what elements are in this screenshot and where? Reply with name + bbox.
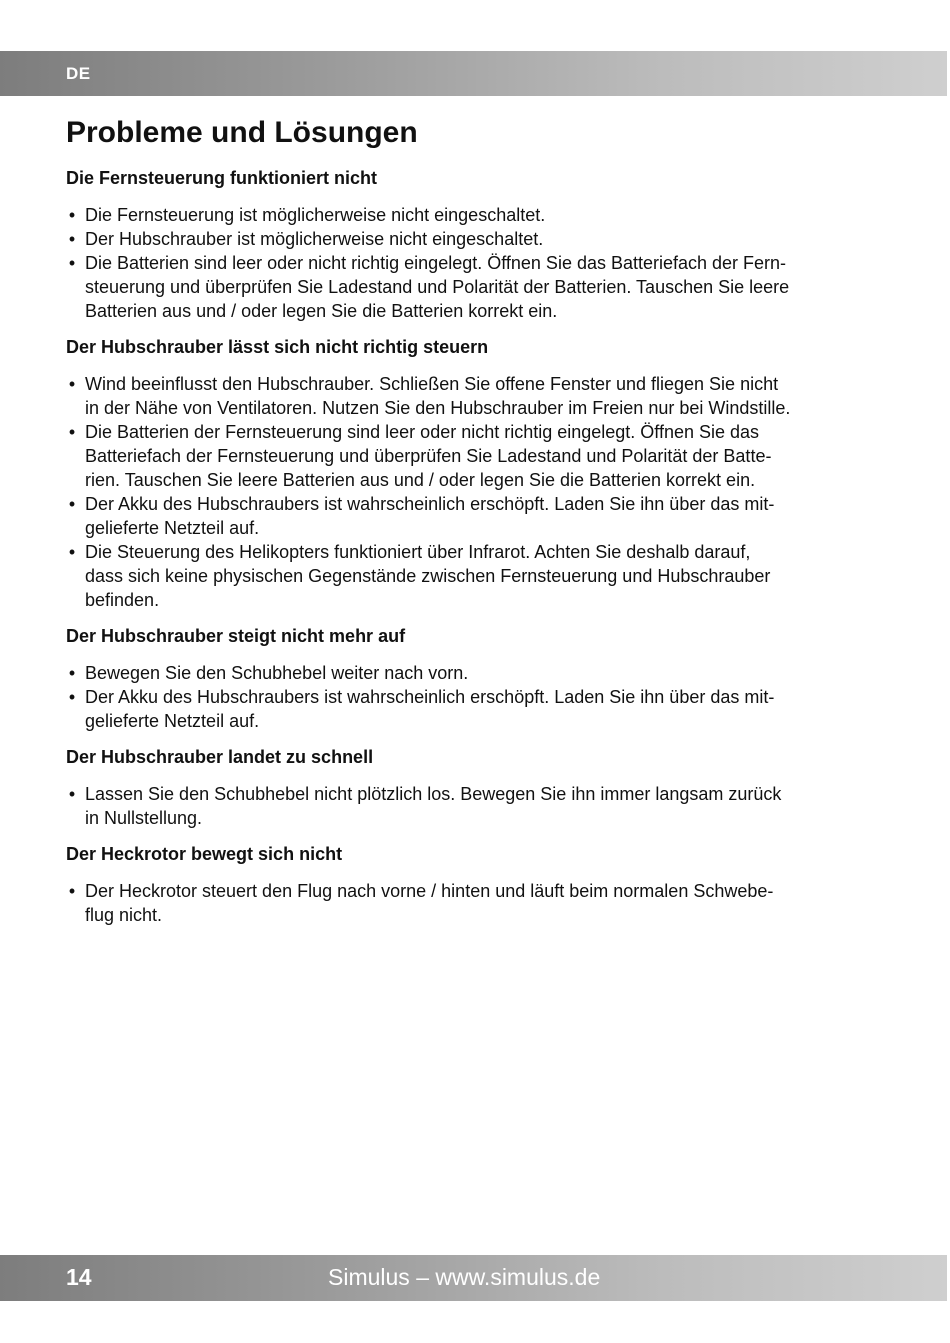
bullet-icon: • xyxy=(68,881,76,901)
page-title: Probleme und Lösungen xyxy=(66,116,418,149)
list-item-text: befinden. xyxy=(85,590,160,610)
list-item xyxy=(66,661,886,685)
bullet-icon: • xyxy=(68,784,76,804)
list-item xyxy=(66,540,886,612)
list-item xyxy=(66,372,886,420)
bullet-icon: • xyxy=(68,229,76,249)
list-item-text: gelieferte Netzteil auf. xyxy=(85,518,260,538)
list-item xyxy=(66,685,886,733)
list-item-text: Wind beeinflusst den Hubschrauber. Schließen Sie offene Fenster und fliegen Sie nicht xyxy=(85,374,779,394)
bullet-icon: • xyxy=(68,205,76,225)
list-item xyxy=(66,420,886,492)
bullet-list xyxy=(66,782,886,830)
list-item xyxy=(66,782,886,830)
list-item-text: Bewegen Sie den Schubhebel weiter nach vorn. xyxy=(85,663,469,683)
bullet-list xyxy=(66,372,886,612)
list-item-text: Die Steuerung des Helikopters funktioniert über Infrarot. Achten Sie deshalb darauf, xyxy=(85,542,751,562)
list-item-text: Der Hubschrauber ist möglicherweise nicht eingeschaltet. xyxy=(85,229,544,249)
bullet-icon: • xyxy=(68,687,76,707)
list-item-text: in der Nähe von Ventilatoren. Nutzen Sie den Hubschrauber im Freien nur bei Windstille. xyxy=(85,398,791,418)
footer-text: Simulus – www.simulus.de xyxy=(328,1264,601,1290)
bullet-list xyxy=(66,879,886,927)
list-item-text: Batterien aus und / oder legen Sie die Batterien korrekt ein. xyxy=(85,301,558,321)
page-number: 14 xyxy=(66,1264,92,1290)
bullet-icon: • xyxy=(68,542,76,562)
bullet-list xyxy=(66,203,886,323)
list-item xyxy=(66,203,886,227)
bullet-icon: • xyxy=(68,422,76,442)
list-item-text: Der Akku des Hubschraubers ist wahrscheinlich erschöpft. Laden Sie ihn über das mit- xyxy=(85,494,775,514)
list-item-text: Die Batterien der Fernsteuerung sind leer oder nicht richtig eingelegt. Öffnen Sie das xyxy=(85,422,760,442)
list-item-text: Die Batterien sind leer oder nicht richtig eingelegt. Öffnen Sie das Batteriefach der Fern- xyxy=(85,253,787,273)
list-item-text: gelieferte Netzteil auf. xyxy=(85,711,260,731)
list-item xyxy=(66,227,886,251)
bullet-icon: • xyxy=(68,663,76,683)
section-heading: Der Hubschrauber steigt nicht mehr auf xyxy=(66,626,406,646)
sections-container xyxy=(66,166,886,927)
bullet-list xyxy=(66,661,886,733)
list-item-text: rien. Tauschen Sie leere Batterien aus und / oder legen Sie die Batterien korrekt ein. xyxy=(85,470,756,490)
list-item xyxy=(66,251,886,323)
footer-band xyxy=(0,1255,947,1301)
list-item-text: flug nicht. xyxy=(85,905,163,925)
list-item-text: Lassen Sie den Schubhebel nicht plötzlich los. Bewegen Sie ihn immer langsam zurück xyxy=(85,784,782,804)
list-item-text: Die Fernsteuerung ist möglicherweise nicht eingeschaltet. xyxy=(85,205,546,225)
list-item xyxy=(66,492,886,540)
list-item-text: Batteriefach der Fernsteuerung und überprüfen Sie Ladestand und Polarität der Batte- xyxy=(85,446,772,466)
section-heading: Die Fernsteuerung funktioniert nicht xyxy=(66,168,378,188)
bullet-icon: • xyxy=(68,253,76,273)
bullet-icon: • xyxy=(68,494,76,514)
list-item xyxy=(66,879,886,927)
list-item-text: dass sich keine physischen Gegenstände zwischen Fernsteuerung und Hubschrauber xyxy=(85,566,771,586)
header-band xyxy=(0,51,947,96)
list-item-text: in Nullstellung. xyxy=(85,808,203,828)
section-heading: Der Heckrotor bewegt sich nicht xyxy=(66,844,343,864)
list-item-text: Der Heckrotor steuert den Flug nach vorne / hinten und läuft beim normalen Schwebe- xyxy=(85,881,774,901)
page-content xyxy=(66,112,886,939)
language-code: DE xyxy=(66,64,91,83)
section-heading: Der Hubschrauber lässt sich nicht richtig steuern xyxy=(66,337,489,357)
section-heading: Der Hubschrauber landet zu schnell xyxy=(66,747,374,767)
list-item-text: Der Akku des Hubschraubers ist wahrscheinlich erschöpft. Laden Sie ihn über das mit- xyxy=(85,687,775,707)
list-item-text: steuerung und überprüfen Sie Ladestand und Polarität der Batterien. Tauschen Sie leere xyxy=(85,277,790,297)
bullet-icon: • xyxy=(68,374,76,394)
